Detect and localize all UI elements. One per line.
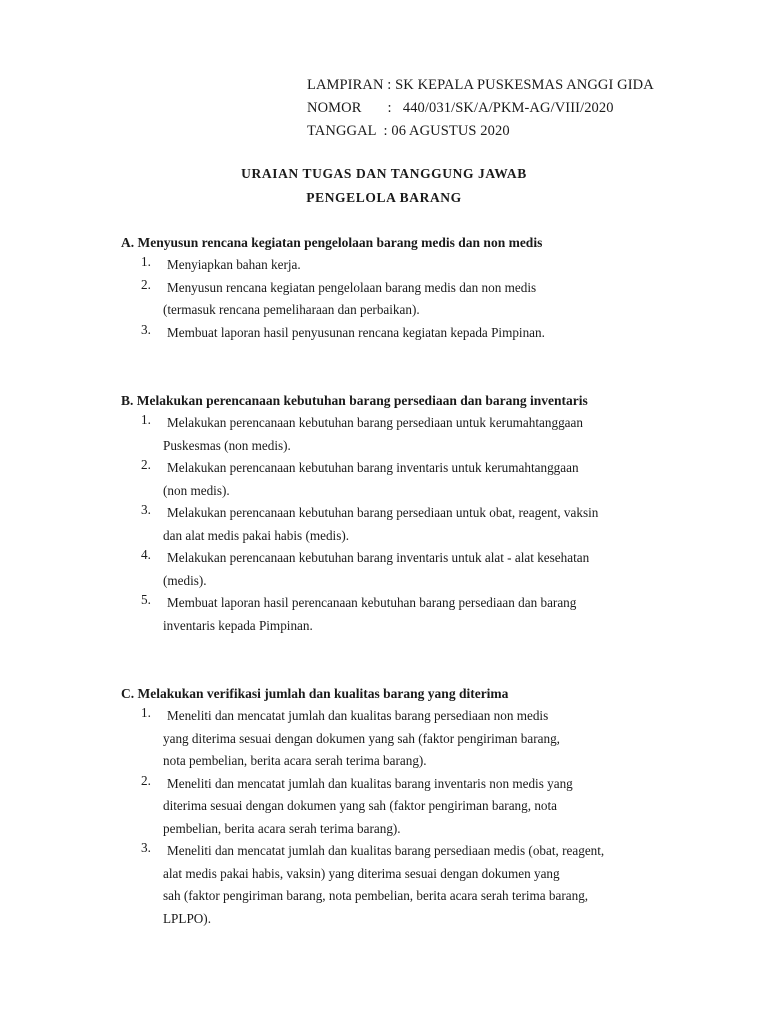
item-number: 3. (141, 502, 151, 517)
item-text: Meneliti dan mencatat jumlah dan kualitas barang persediaan medis (obat, reagent, (167, 843, 605, 858)
item-text: Melakukan perencanaan kebutuhan barang inventaris untuk alat - alat kesehatan (167, 550, 590, 565)
item-text: LPLPO). (163, 910, 211, 926)
item-text: Membuat laporan hasil perencanaan kebutuhan barang persediaan dan barang (167, 595, 577, 610)
item-text: Puskesmas (non medis). (163, 437, 291, 453)
nomor-line: NOMOR : 440/031/SK/A/PKM-AG/VIII/2020 (307, 100, 614, 116)
item-text: Membuat laporan hasil penyusunan rencana kegiatan kepada Pimpinan. (167, 324, 545, 340)
list-item (121, 254, 701, 277)
section-heading: A. Menyusun rencana kegiatan pengelolaan barang medis dan non medis (121, 235, 543, 250)
item-text: inventaris kepada Pimpinan. (163, 617, 313, 633)
item-text: sah (faktor pengiriman barang, nota pembelian, berita acara serah terima barang, (163, 888, 589, 903)
item-text: dan alat medis pakai habis (medis). (163, 527, 350, 543)
document-header (307, 74, 654, 143)
list-item (121, 592, 701, 637)
item-number: 5. (141, 592, 151, 607)
list-item (121, 322, 701, 345)
section-a (121, 232, 701, 344)
section-b (121, 390, 701, 637)
item-number: 3. (141, 321, 151, 337)
document-title: URAIAN TUGAS DAN TANGGUNG JAWAB (241, 166, 527, 181)
section-c (121, 683, 701, 930)
list-item (121, 547, 701, 592)
lampiran-line: LAMPIRAN : SK KEPALA PUSKESMAS ANGGI GIDA (307, 77, 654, 93)
item-text: pembelian, berita acara serah terima barang). (163, 820, 401, 836)
item-number: 2. (141, 457, 151, 472)
item-number: 2. (141, 772, 151, 788)
item-number: 1. (141, 412, 151, 427)
tanggal-line: TANGGAL : 06 AGUSTUS 2020 (307, 123, 510, 139)
section-heading: C. Melakukan verifikasi jumlah dan kualitas barang yang diterima (121, 686, 509, 701)
list-item (121, 502, 701, 547)
item-text: Melakukan perencanaan kebutuhan barang inventaris untuk kerumahtanggaan (167, 460, 579, 475)
list-item (121, 773, 701, 841)
item-text: Melakukan perencanaan kebutuhan barang persediaan untuk obat, reagent, vaksin (167, 505, 599, 520)
document-subtitle: PENGELOLA BARANG (306, 190, 462, 205)
list-item (121, 840, 701, 930)
item-number: 2. (141, 276, 151, 292)
item-text: diterima sesuai dengan dokumen yang sah (faktor pengiriman barang, nota (163, 798, 558, 813)
item-text: yang diterima sesuai dengan dokumen yang sah (faktor pengiriman barang, (163, 730, 560, 746)
list-item (121, 277, 701, 322)
item-text: Meneliti dan mencatat jumlah dan kualitas barang persediaan non medis (167, 708, 549, 723)
item-text: Melakukan perencanaan kebutuhan barang persediaan untuk kerumahtanggaan (167, 415, 583, 430)
item-text: Menyiapkan bahan kerja. (167, 257, 301, 272)
list-item (121, 457, 701, 502)
item-number: 1. (141, 705, 151, 720)
item-text: Menyusun rencana kegiatan pengelolaan barang medis dan non medis (167, 279, 537, 295)
item-text: alat medis pakai habis, vaksin) yang diterima sesuai dengan dokumen yang (163, 865, 560, 881)
list-item (121, 705, 701, 773)
item-number: 3. (141, 840, 151, 855)
item-text: (medis). (163, 572, 207, 588)
item-text: nota pembelian, berita acara serah terima barang). (163, 753, 427, 768)
item-number: 1. (141, 254, 151, 269)
item-text: (termasuk rencana pemeliharaan dan perbaikan). (163, 302, 420, 317)
section-heading: B. Melakukan perencanaan kebutuhan barang persediaan dan barang inventaris (121, 393, 588, 408)
item-text: (non medis). (163, 482, 230, 498)
item-number: 4. (141, 547, 151, 562)
item-text: Meneliti dan mencatat jumlah dan kualitas barang inventaris non medis yang (167, 775, 573, 791)
list-item (121, 412, 701, 457)
